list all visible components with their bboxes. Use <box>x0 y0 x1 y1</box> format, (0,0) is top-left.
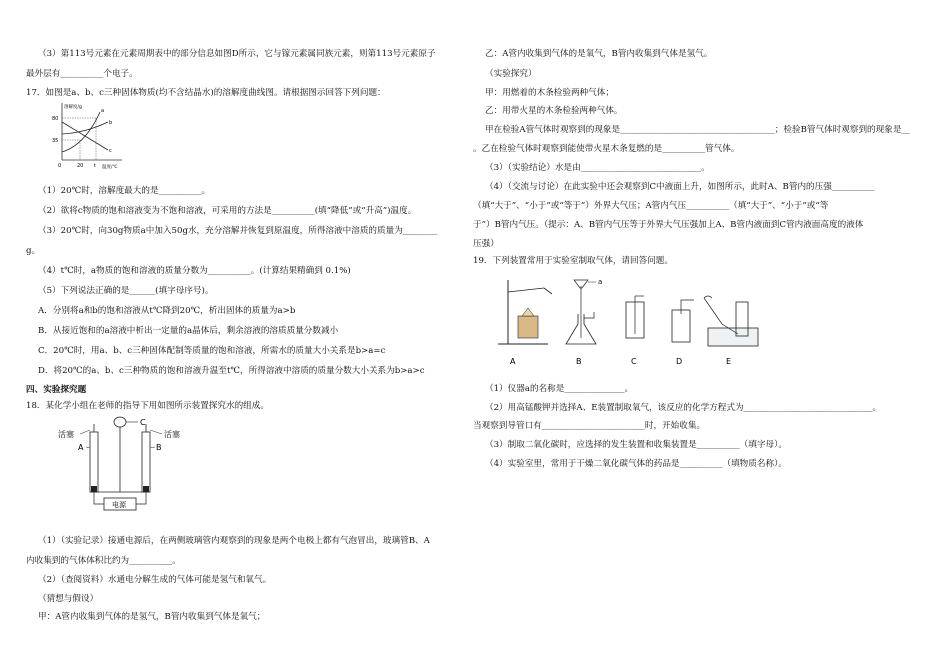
electrolysis-apparatus <box>56 410 196 522</box>
label-a: A <box>78 443 84 452</box>
q17-4: （4）t℃时，a物质的饱和溶液的质量分数为__________。(计算结果精确到 0.1%) <box>38 266 351 276</box>
q17-option-b: B．从接近饱和的a溶液中析出一定量的a晶体后，剩余溶液的溶质质量分数减小 <box>38 326 339 336</box>
q19-3: （3）制取二氧化碳时，应选择的发生装置和收集装置是__________（填字母）。 <box>485 440 787 450</box>
q17-option-c: C．20℃时，用a、b、c三种固体配制等质量的饱和溶液，所需水的质量大小关系是b>a=c <box>38 346 386 356</box>
q18-4-line1: （4）（交流与讨论）在此实验中还会观察到C中液面上升，如图所示，此时A、B管内的压强__________ <box>485 182 875 192</box>
q17-option-d: D．将20℃的a、b、c三种物质的饱和溶液升温至t℃，所得溶液中溶质的质量分数大小关系为b>a>c <box>38 366 425 376</box>
label-apparatus-a: A <box>510 357 516 366</box>
pointer-b <box>150 447 155 448</box>
label-power: 电源 <box>112 501 126 509</box>
section-4-heading: 四、实验探究题 <box>26 385 87 395</box>
label-a: a <box>101 108 105 114</box>
q17-title: 17．如图是a、b、c三种固体物质(均不含结晶水)的溶解度曲线图。请根据图示回答下列问题： <box>26 88 386 98</box>
q17-1: （1）20℃时，溶解度最大的是__________。 <box>38 186 211 196</box>
gas-apparatus-figure <box>490 272 780 370</box>
q18-title: 18．某化学小组在老师的指导下用如图所示装置探究水的组成。 <box>26 401 269 411</box>
curve-c <box>62 122 108 150</box>
q19-4: （4）实验室里，常用于干燥二氧化碳气体的药品是__________（填物质名称）。 <box>485 459 787 469</box>
label-b: b <box>109 120 113 126</box>
label-c: C <box>140 418 146 427</box>
curve-b <box>62 122 108 134</box>
label-apparatus-e: E <box>726 357 732 366</box>
q17-3-line2: g。 <box>26 246 41 256</box>
explore-yi: 乙：用带火星的木条检验两种气体。 <box>485 106 623 116</box>
q18-1-line2: 内收集到的气体体积比约为__________。 <box>26 556 181 566</box>
q17-option-a: A．分别将a和b的饱和溶液从t℃降到20℃，析出固体的质量为a>b <box>38 306 296 316</box>
q19-2-line2: 当观察到导管口有________________________时，开始收集。 <box>473 421 706 431</box>
q18-jia: 甲：A管内收集到气体的是氢气，B管内收集到气体是氧气； <box>38 612 266 622</box>
observation-line1: 甲在检验A管气体时观察到的现象是____________________________________；检验B管气体时观察到的现象是__ <box>485 125 911 135</box>
pointer-right <box>150 430 162 434</box>
tick-0: 0 <box>58 163 62 169</box>
apparatus-a <box>498 280 552 366</box>
x-axis-label: 温度/℃ <box>102 165 118 170</box>
tube-b <box>142 432 150 492</box>
q19-2-line1: （2）用高锰酸钾并选择A、E装置制取氧气，该反应的化学方程式为______________________________。 <box>485 403 882 413</box>
label-apparatus-d: D <box>676 357 683 366</box>
q18-1-line1: （1）（实验记录）接通电源后，在两侧玻璃管内观察到的现象是两个电极上都有气泡冒出，玻璃管B、A <box>38 536 430 546</box>
hypothesis-yi: 乙：A管内收集到气体的是氧气，B管内收集到气体是氢气。 <box>485 49 713 59</box>
q17-3-line1: （3）20℃时，向30g物质a中加入50g水，充分溶解并恢复到原温度，所得溶液中溶质的质量为________ <box>38 226 438 236</box>
pointer-left <box>80 430 90 434</box>
label-c: c <box>109 148 112 154</box>
q17-5: （5）下列说法正确的是______(填字母序号)。 <box>38 286 214 296</box>
tick-20: 20 <box>77 163 84 169</box>
tick-35: 35 <box>52 138 59 144</box>
label-huosai-left: 活塞 <box>58 430 74 439</box>
q18-2: （2）（查阅资料）水通电分解生成的气体可能是氢气和氧气。 <box>38 575 272 585</box>
apparatus-d <box>672 300 694 366</box>
label-b: B <box>156 443 162 452</box>
q16-3-line1: （3）第113号元素在元素周期表中的部分信息如图D所示，它与镓元素属同族元素，则第113号元素原子 <box>38 49 436 59</box>
tick-t: t <box>94 163 96 169</box>
q16-3-line2: 最外层有__________个电子。 <box>26 69 138 79</box>
electrode-a <box>91 486 97 492</box>
observation-line2: 。乙在检验气体时观察到能使带火星木条复燃的是__________管气体。 <box>473 144 740 154</box>
q19-1: （1）仪器a的名称是______________。 <box>485 384 634 394</box>
solubility-chart <box>50 100 125 170</box>
explore-jia: 甲：用燃着的木条检验两种气体； <box>485 88 614 98</box>
q18-4-line2: （填“大于”、“小于”或“等于”）外界大气压；A管内气压__________（填“大于”、“小于”或“等 <box>473 201 829 211</box>
label-instrument-a: a <box>598 278 603 286</box>
label-apparatus-c: C <box>631 357 637 366</box>
q18-4-line3: 于”）B管内气压。（提示：A、B管内气压等于外界大气压强加上A、B管内液面到C管内液面高度的液体 <box>473 220 864 230</box>
tube-a <box>90 432 98 492</box>
pointer-a <box>86 447 90 448</box>
label-huosai-right: 活塞 <box>164 430 180 439</box>
explore-heading: （实验探究） <box>485 69 537 79</box>
electrode-b <box>143 486 149 492</box>
y-axis-label: 溶解度/g <box>64 105 82 110</box>
q19-title: 19．下列装置常用于实验室制取气体，请回答问题。 <box>473 256 673 266</box>
label-apparatus-b: B <box>576 357 582 366</box>
q18-guess: （猜想与假设） <box>38 594 99 604</box>
tick-80: 80 <box>52 116 59 122</box>
q17-2: （2）欲将c物质的饱和溶液变为不饱和溶液，可采用的方法是__________(填“降低”或“升高”)温度。 <box>38 206 417 216</box>
apparatus-e <box>704 296 758 366</box>
q18-3: （3）（实验结论）水是由____________________________。 <box>485 163 710 173</box>
q18-4-line4: 压强） <box>473 239 499 249</box>
apparatus-c <box>626 296 644 366</box>
apparatus-b <box>566 278 602 366</box>
funnel-c <box>114 417 126 427</box>
